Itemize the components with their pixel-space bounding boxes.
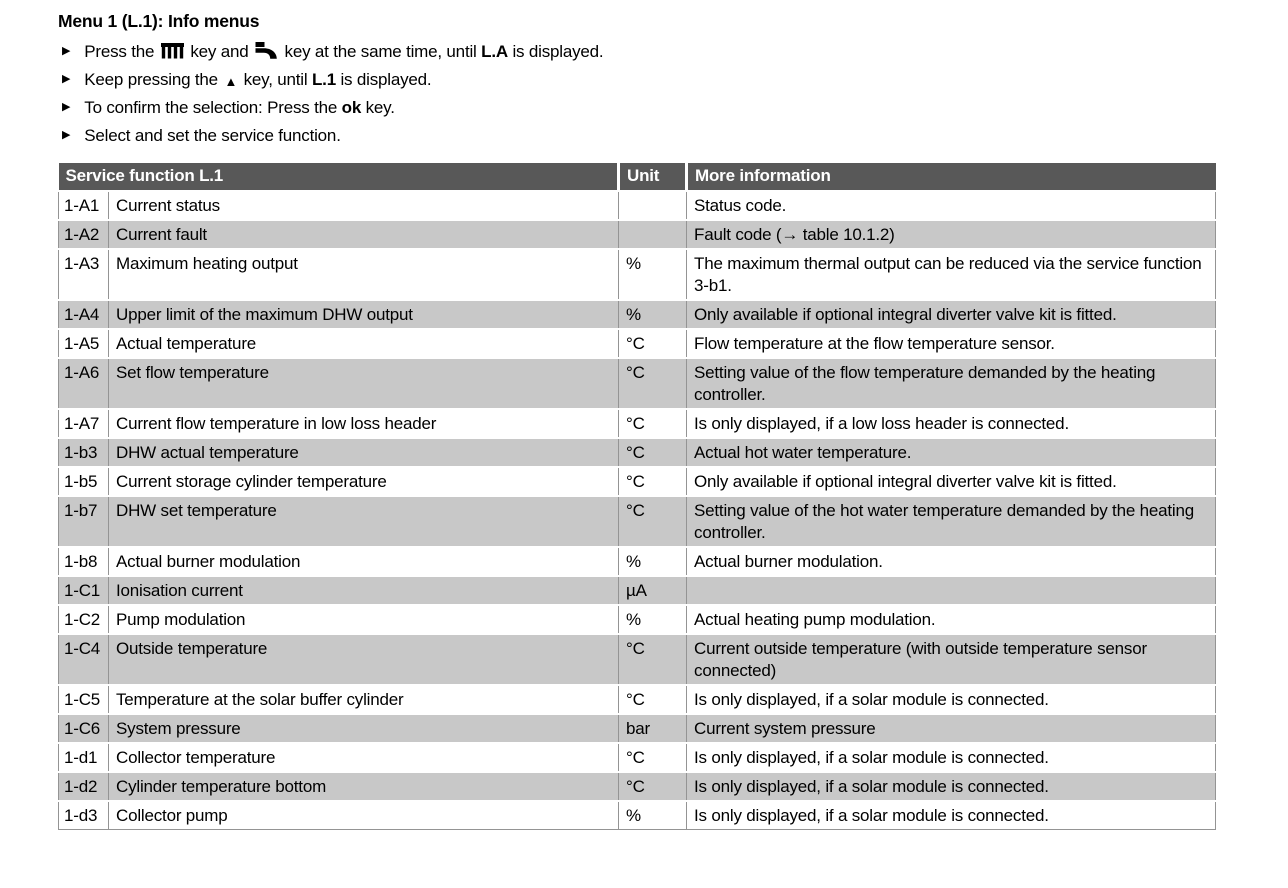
table-row [59, 300, 1216, 329]
table-row [59, 220, 1216, 249]
table-row [59, 605, 1216, 634]
cell-unit: % [619, 605, 687, 634]
table-header-more-information: More information [687, 163, 1216, 191]
table-header-service-function: Service function L.1 [59, 163, 619, 191]
cell-unit: µA [619, 576, 687, 605]
cell-label: DHW set temperature [109, 496, 619, 547]
table-row [59, 249, 1216, 300]
cell-unit: °C [619, 467, 687, 496]
cell-label: Temperature at the solar buffer cylinder [109, 685, 619, 714]
cell-info: Is only displayed, if a low loss header is connected. [687, 409, 1216, 438]
cell-info: Is only displayed, if a solar module is connected. [687, 801, 1216, 830]
cell-unit: °C [619, 438, 687, 467]
table-header-row [59, 163, 1216, 191]
cell-label: Collector temperature [109, 743, 619, 772]
page-title: Menu 1 (L.1): Info menus [58, 11, 260, 31]
cell-code: 1-d2 [59, 772, 109, 801]
table-row [59, 714, 1216, 743]
table-row [59, 772, 1216, 801]
cell-unit: °C [619, 496, 687, 547]
up-arrow-key-icon: ▲ [224, 74, 238, 89]
cell-label: Outside temperature [109, 634, 619, 685]
cell-label: Current status [109, 191, 619, 220]
cell-info: Is only displayed, if a solar module is connected. [687, 743, 1216, 772]
cell-code: 1-d1 [59, 743, 109, 772]
cell-code: 1-C2 [59, 605, 109, 634]
tap-key-icon [255, 42, 278, 59]
cell-unit: °C [619, 634, 687, 685]
instruction-text: Press the key and key at the same time, until L.A is displayed. [84, 42, 604, 61]
table-row [59, 329, 1216, 358]
cell-label: Pump modulation [109, 605, 619, 634]
cell-info: The maximum thermal output can be reduced via the service function 3-b1. [687, 249, 1216, 300]
cell-code: 1-A5 [59, 329, 109, 358]
cell-info: Is only displayed, if a solar module is connected. [687, 772, 1216, 801]
cell-info: Current outside temperature (with outside temperature sensor connected) [687, 634, 1216, 685]
table-row [59, 358, 1216, 409]
cell-info: Fault code (→ table 10.1.2) [687, 220, 1216, 249]
cell-code: 1-d3 [59, 801, 109, 830]
cell-label: Ionisation current [109, 576, 619, 605]
cell-code: 1-b3 [59, 438, 109, 467]
cell-unit: % [619, 300, 687, 329]
cell-info: Only available if optional integral diverter valve kit is fitted. [687, 467, 1216, 496]
cell-label: Maximum heating output [109, 249, 619, 300]
table-row [59, 801, 1216, 830]
cell-code: 1-C6 [59, 714, 109, 743]
cell-code: 1-b7 [59, 496, 109, 547]
cell-info: Actual burner modulation. [687, 547, 1216, 576]
table-row [59, 547, 1216, 576]
table-row [59, 685, 1216, 714]
cell-label: System pressure [109, 714, 619, 743]
cell-info: Flow temperature at the flow temperature sensor. [687, 329, 1216, 358]
service-function-table [58, 163, 1216, 830]
cell-code: 1-A1 [59, 191, 109, 220]
table-row [59, 496, 1216, 547]
cell-label: Actual burner modulation [109, 547, 619, 576]
bullet-icon: ▶ [62, 73, 71, 85]
cell-code: 1-A3 [59, 249, 109, 300]
table-row [59, 409, 1216, 438]
cell-unit: % [619, 801, 687, 830]
cell-unit: °C [619, 685, 687, 714]
cell-info: Current system pressure [687, 714, 1216, 743]
cell-code: 1-C1 [59, 576, 109, 605]
table-row [59, 467, 1216, 496]
instruction-text: To confirm the selection: Press the ok key. [84, 98, 395, 117]
cell-label: Current storage cylinder temperature [109, 467, 619, 496]
cell-unit: °C [619, 358, 687, 409]
radiator-key-icon [161, 43, 184, 59]
table-row [59, 438, 1216, 467]
cell-label: Current fault [109, 220, 619, 249]
cell-code: 1-C4 [59, 634, 109, 685]
cell-unit: % [619, 249, 687, 300]
cell-label: Actual temperature [109, 329, 619, 358]
cell-label: Set flow temperature [109, 358, 619, 409]
cell-unit: °C [619, 743, 687, 772]
cell-label: Cylinder temperature bottom [109, 772, 619, 801]
instruction-item [58, 97, 1288, 118]
cell-info: Setting value of the hot water temperature demanded by the heating controller. [687, 496, 1216, 547]
cell-info: Setting value of the flow temperature demanded by the heating controller. [687, 358, 1216, 409]
cell-code: 1-A6 [59, 358, 109, 409]
table-header-unit: Unit [619, 163, 687, 191]
cell-info: Status code. [687, 191, 1216, 220]
cell-unit [619, 191, 687, 220]
cell-code: 1-A2 [59, 220, 109, 249]
bullet-icon: ▶ [62, 45, 71, 57]
cell-code: 1-b8 [59, 547, 109, 576]
cell-unit: °C [619, 772, 687, 801]
cell-info: Only available if optional integral diverter valve kit is fitted. [687, 300, 1216, 329]
table-row [59, 191, 1216, 220]
cell-unit [619, 220, 687, 249]
cell-code: 1-A4 [59, 300, 109, 329]
cell-code: 1-C5 [59, 685, 109, 714]
cell-code: 1-b5 [59, 467, 109, 496]
cell-label: DHW actual temperature [109, 438, 619, 467]
instruction-text: Keep pressing the ▲ key, until L.1 is displayed. [84, 70, 432, 89]
table-row [59, 634, 1216, 685]
bullet-icon: ▶ [62, 101, 71, 113]
cell-label: Current flow temperature in low loss header [109, 409, 619, 438]
instruction-item [58, 41, 1288, 62]
instruction-item [58, 69, 1288, 90]
cell-info: Actual heating pump modulation. [687, 605, 1216, 634]
cell-info: Is only displayed, if a solar module is connected. [687, 685, 1216, 714]
bullet-icon: ▶ [62, 129, 71, 141]
cell-unit: % [619, 547, 687, 576]
table-row [59, 743, 1216, 772]
table-body [59, 191, 1216, 830]
cell-unit: °C [619, 409, 687, 438]
cell-label: Upper limit of the maximum DHW output [109, 300, 619, 329]
cell-unit: °C [619, 329, 687, 358]
cell-label: Collector pump [109, 801, 619, 830]
cell-unit: bar [619, 714, 687, 743]
cell-code: 1-A7 [59, 409, 109, 438]
cell-info: Actual hot water temperature. [687, 438, 1216, 467]
instruction-text: Select and set the service function. [84, 126, 341, 145]
table-row [59, 576, 1216, 605]
instruction-list [58, 41, 1288, 146]
instruction-item [58, 125, 1288, 146]
cell-info [687, 576, 1216, 605]
